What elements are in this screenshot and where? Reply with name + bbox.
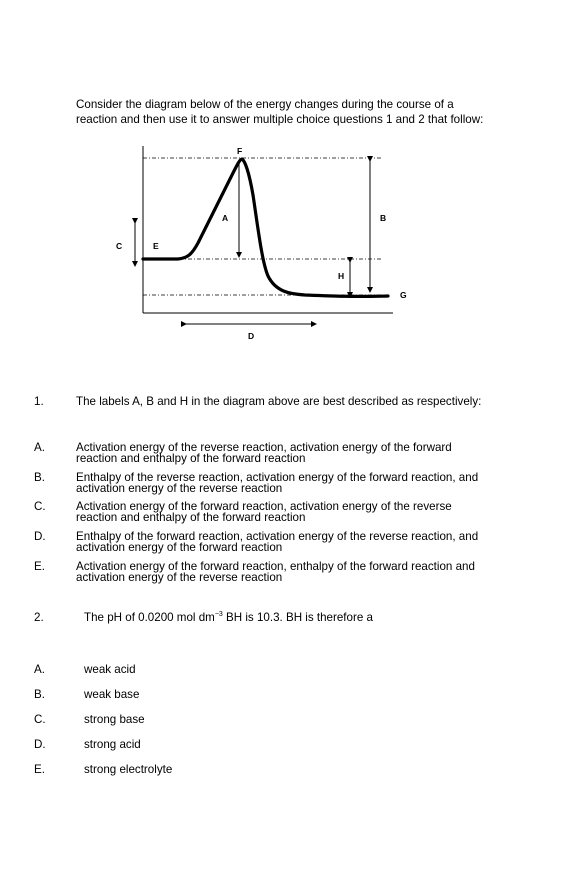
q1-option-b-line-2: activation energy of the reverse reaction bbox=[76, 482, 283, 495]
q1-option-a-line-2: reaction and enthalpy of the forward reaction bbox=[76, 452, 306, 465]
q1-option-b bbox=[76, 472, 546, 494]
reaction-curve bbox=[143, 159, 388, 296]
q1-option-b-line-1: Enthalpy of the reverse reaction, activation energy of the forward reaction, and bbox=[76, 471, 479, 484]
label-g: G bbox=[400, 290, 407, 300]
q2-option-d: strong acid bbox=[84, 738, 141, 751]
q1-option-b-letter: B. bbox=[34, 471, 45, 484]
q2-option-a-letter: A. bbox=[34, 663, 45, 676]
q1-option-c-line-1: Activation energy of the forward reaction, activation energy of the reverse bbox=[76, 500, 452, 513]
q2-option-e: strong electrolyte bbox=[84, 763, 173, 776]
q2-option-b: weak base bbox=[84, 688, 140, 701]
label-a: A bbox=[222, 213, 229, 223]
q2-option-c: strong base bbox=[84, 713, 145, 726]
question-2-superscript: −3 bbox=[214, 611, 223, 619]
label-e: E bbox=[153, 241, 159, 251]
label-c: C bbox=[116, 241, 123, 251]
intro-line-1: Consider the diagram below of the energy changes during the course of a bbox=[76, 98, 454, 111]
q1-option-c-letter: C. bbox=[34, 500, 46, 513]
intro-line-2: reaction and then use it to answer multiple choice questions 1 and 2 that follow: bbox=[76, 113, 484, 126]
question-2-text-before: The pH of 0.0200 mol dm bbox=[84, 611, 215, 624]
q2-option-c-letter: C. bbox=[34, 713, 46, 726]
label-b: B bbox=[380, 213, 387, 223]
label-h: H bbox=[338, 271, 345, 281]
q1-option-e-line-2: activation energy of the reverse reaction bbox=[76, 571, 283, 584]
q1-option-c bbox=[76, 501, 546, 523]
q2-option-d-letter: D. bbox=[34, 738, 46, 751]
q2-option-e-letter: E. bbox=[34, 763, 45, 776]
label-d: D bbox=[248, 331, 255, 341]
question-1-text: The labels A, B and H in the diagram above are best described as respectively: bbox=[76, 395, 482, 408]
q1-option-e-line-1: Activation energy of the forward reaction, enthalpy of the forward reaction and bbox=[76, 560, 475, 573]
q1-option-a bbox=[76, 442, 546, 464]
q1-option-e-letter: E. bbox=[34, 560, 45, 573]
q1-option-c-line-2: reaction and enthalpy of the forward reaction bbox=[76, 511, 306, 524]
q1-option-d-line-2: activation energy of the forward reaction bbox=[76, 541, 283, 554]
label-f: F bbox=[237, 146, 243, 156]
q1-option-d bbox=[76, 531, 546, 553]
q1-option-a-letter: A. bbox=[34, 441, 45, 454]
q1-option-a-line-1: Activation energy of the reverse reaction, activation energy of the forward bbox=[76, 441, 452, 454]
question-2-number: 2. bbox=[34, 611, 44, 624]
question-2-text bbox=[84, 611, 544, 625]
energy-profile-diagram bbox=[0, 0, 583, 360]
q2-option-a: weak acid bbox=[84, 663, 136, 676]
question-1-number: 1. bbox=[34, 395, 44, 408]
q1-option-d-line-1: Enthalpy of the forward reaction, activation energy of the reverse reaction, and bbox=[76, 530, 479, 543]
q2-option-b-letter: B. bbox=[34, 688, 45, 701]
q1-option-d-letter: D. bbox=[34, 530, 46, 543]
q1-option-e bbox=[76, 561, 546, 583]
question-2-text-after: BH is 10.3. BH is therefore a bbox=[222, 611, 373, 624]
